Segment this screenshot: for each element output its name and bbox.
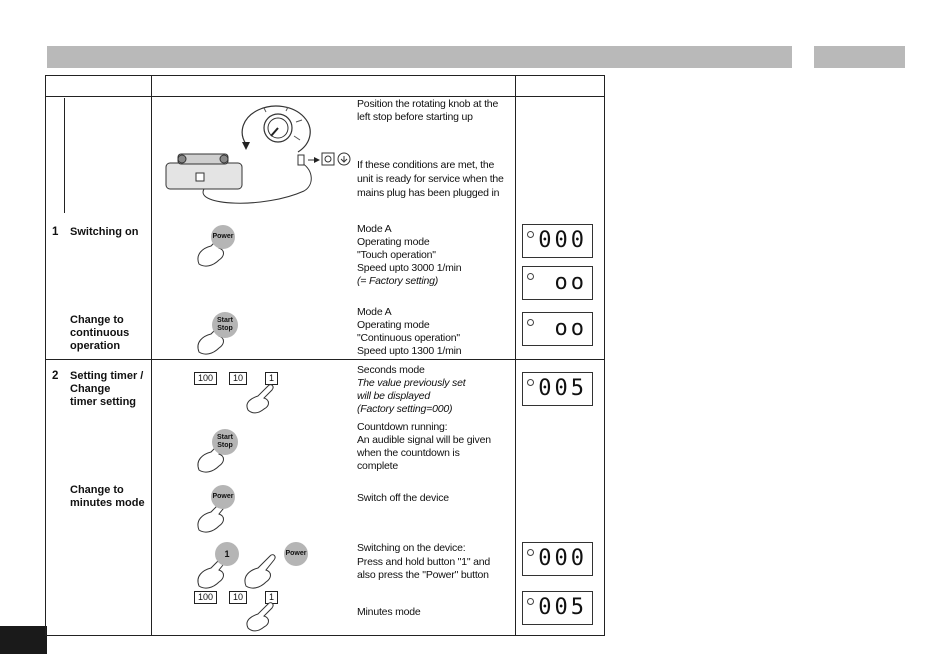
power-button[interactable]: Power [284, 542, 308, 566]
start-stop-button[interactable]: Start Stop [212, 312, 238, 338]
indicator-led [527, 273, 534, 280]
step-divider-line [46, 359, 604, 360]
display-panel [522, 372, 593, 406]
switch-on-text: Switching on the device: Press and hold button "1" and also press the "Power" button [357, 542, 491, 581]
instruction-table [45, 75, 605, 636]
indicator-led [527, 231, 534, 238]
power-button[interactable]: Power [211, 485, 235, 509]
display-digits: 005 [538, 376, 587, 401]
step1-factory-note: (= Factory setting) [357, 275, 439, 287]
key-10[interactable]: 10 [229, 372, 247, 385]
key-1[interactable]: 1 [265, 591, 278, 604]
seconds-mode-title: Seconds mode [357, 364, 425, 376]
step-label: Switching on [70, 226, 139, 238]
seconds-mode-text: The value previously set will be displayed [357, 377, 466, 402]
start-stop-button[interactable]: Start Stop [212, 429, 238, 455]
display-panel [522, 591, 593, 625]
page-tab-marker [0, 626, 47, 654]
indicator-led [527, 319, 534, 326]
key-1[interactable]: 1 [265, 372, 278, 385]
intro-inner-divider [64, 98, 65, 213]
display-digits: 005 [538, 595, 587, 620]
column-divider-1 [151, 76, 152, 636]
hand-press-icon [242, 382, 292, 416]
countdown-text: Countdown running: An audible signal will be given when the countdown is complete [357, 421, 491, 472]
display-panel [522, 224, 593, 258]
hand-press-icon [242, 600, 292, 634]
key-100[interactable]: 100 [194, 372, 217, 385]
display-digits: 000 [538, 228, 587, 253]
header-bar [47, 46, 792, 68]
intro-text-ready: If these conditions are met, the unit is ready for service when the mains plug has been plugged in [357, 159, 504, 199]
display-panel [522, 312, 593, 346]
power-button[interactable]: Power [211, 225, 235, 249]
indicator-led [527, 549, 534, 556]
step1-mode-continuous-text: Mode A Operating mode "Continuous operation" Speed upto 1300 1/min [357, 306, 462, 357]
display-digits: 000 [538, 546, 587, 571]
display-panel [522, 542, 593, 576]
intro-text-knob: Position the rotating knob at the left stop before starting up [357, 98, 499, 123]
step-number: 1 [52, 226, 59, 238]
key-10[interactable]: 10 [229, 591, 247, 604]
column-divider-2 [515, 76, 516, 636]
step1-mode-touch-text: Mode A Operating mode "Touch operation" Speed upto 3000 1/min [357, 223, 462, 274]
step-label: Setting timer / Change timer setting [70, 370, 144, 408]
minutes-mode-text: Minutes mode [357, 606, 421, 618]
step-number: 2 [52, 370, 59, 382]
button-one[interactable]: 1 [215, 542, 239, 566]
step-label-continuous: Change to continuous operation [70, 314, 130, 352]
display-digits: oo [554, 270, 587, 295]
header-row-line [46, 96, 604, 97]
switch-off-text: Switch off the device [357, 492, 449, 504]
seconds-factory-note: (Factory setting=000) [357, 403, 453, 415]
step-label-minutes: Change to minutes mode [70, 484, 145, 509]
indicator-led [527, 379, 534, 386]
indicator-led [527, 598, 534, 605]
header-tab [814, 46, 905, 68]
key-100[interactable]: 100 [194, 591, 217, 604]
display-digits: oo [554, 316, 587, 341]
display-panel [522, 266, 593, 300]
